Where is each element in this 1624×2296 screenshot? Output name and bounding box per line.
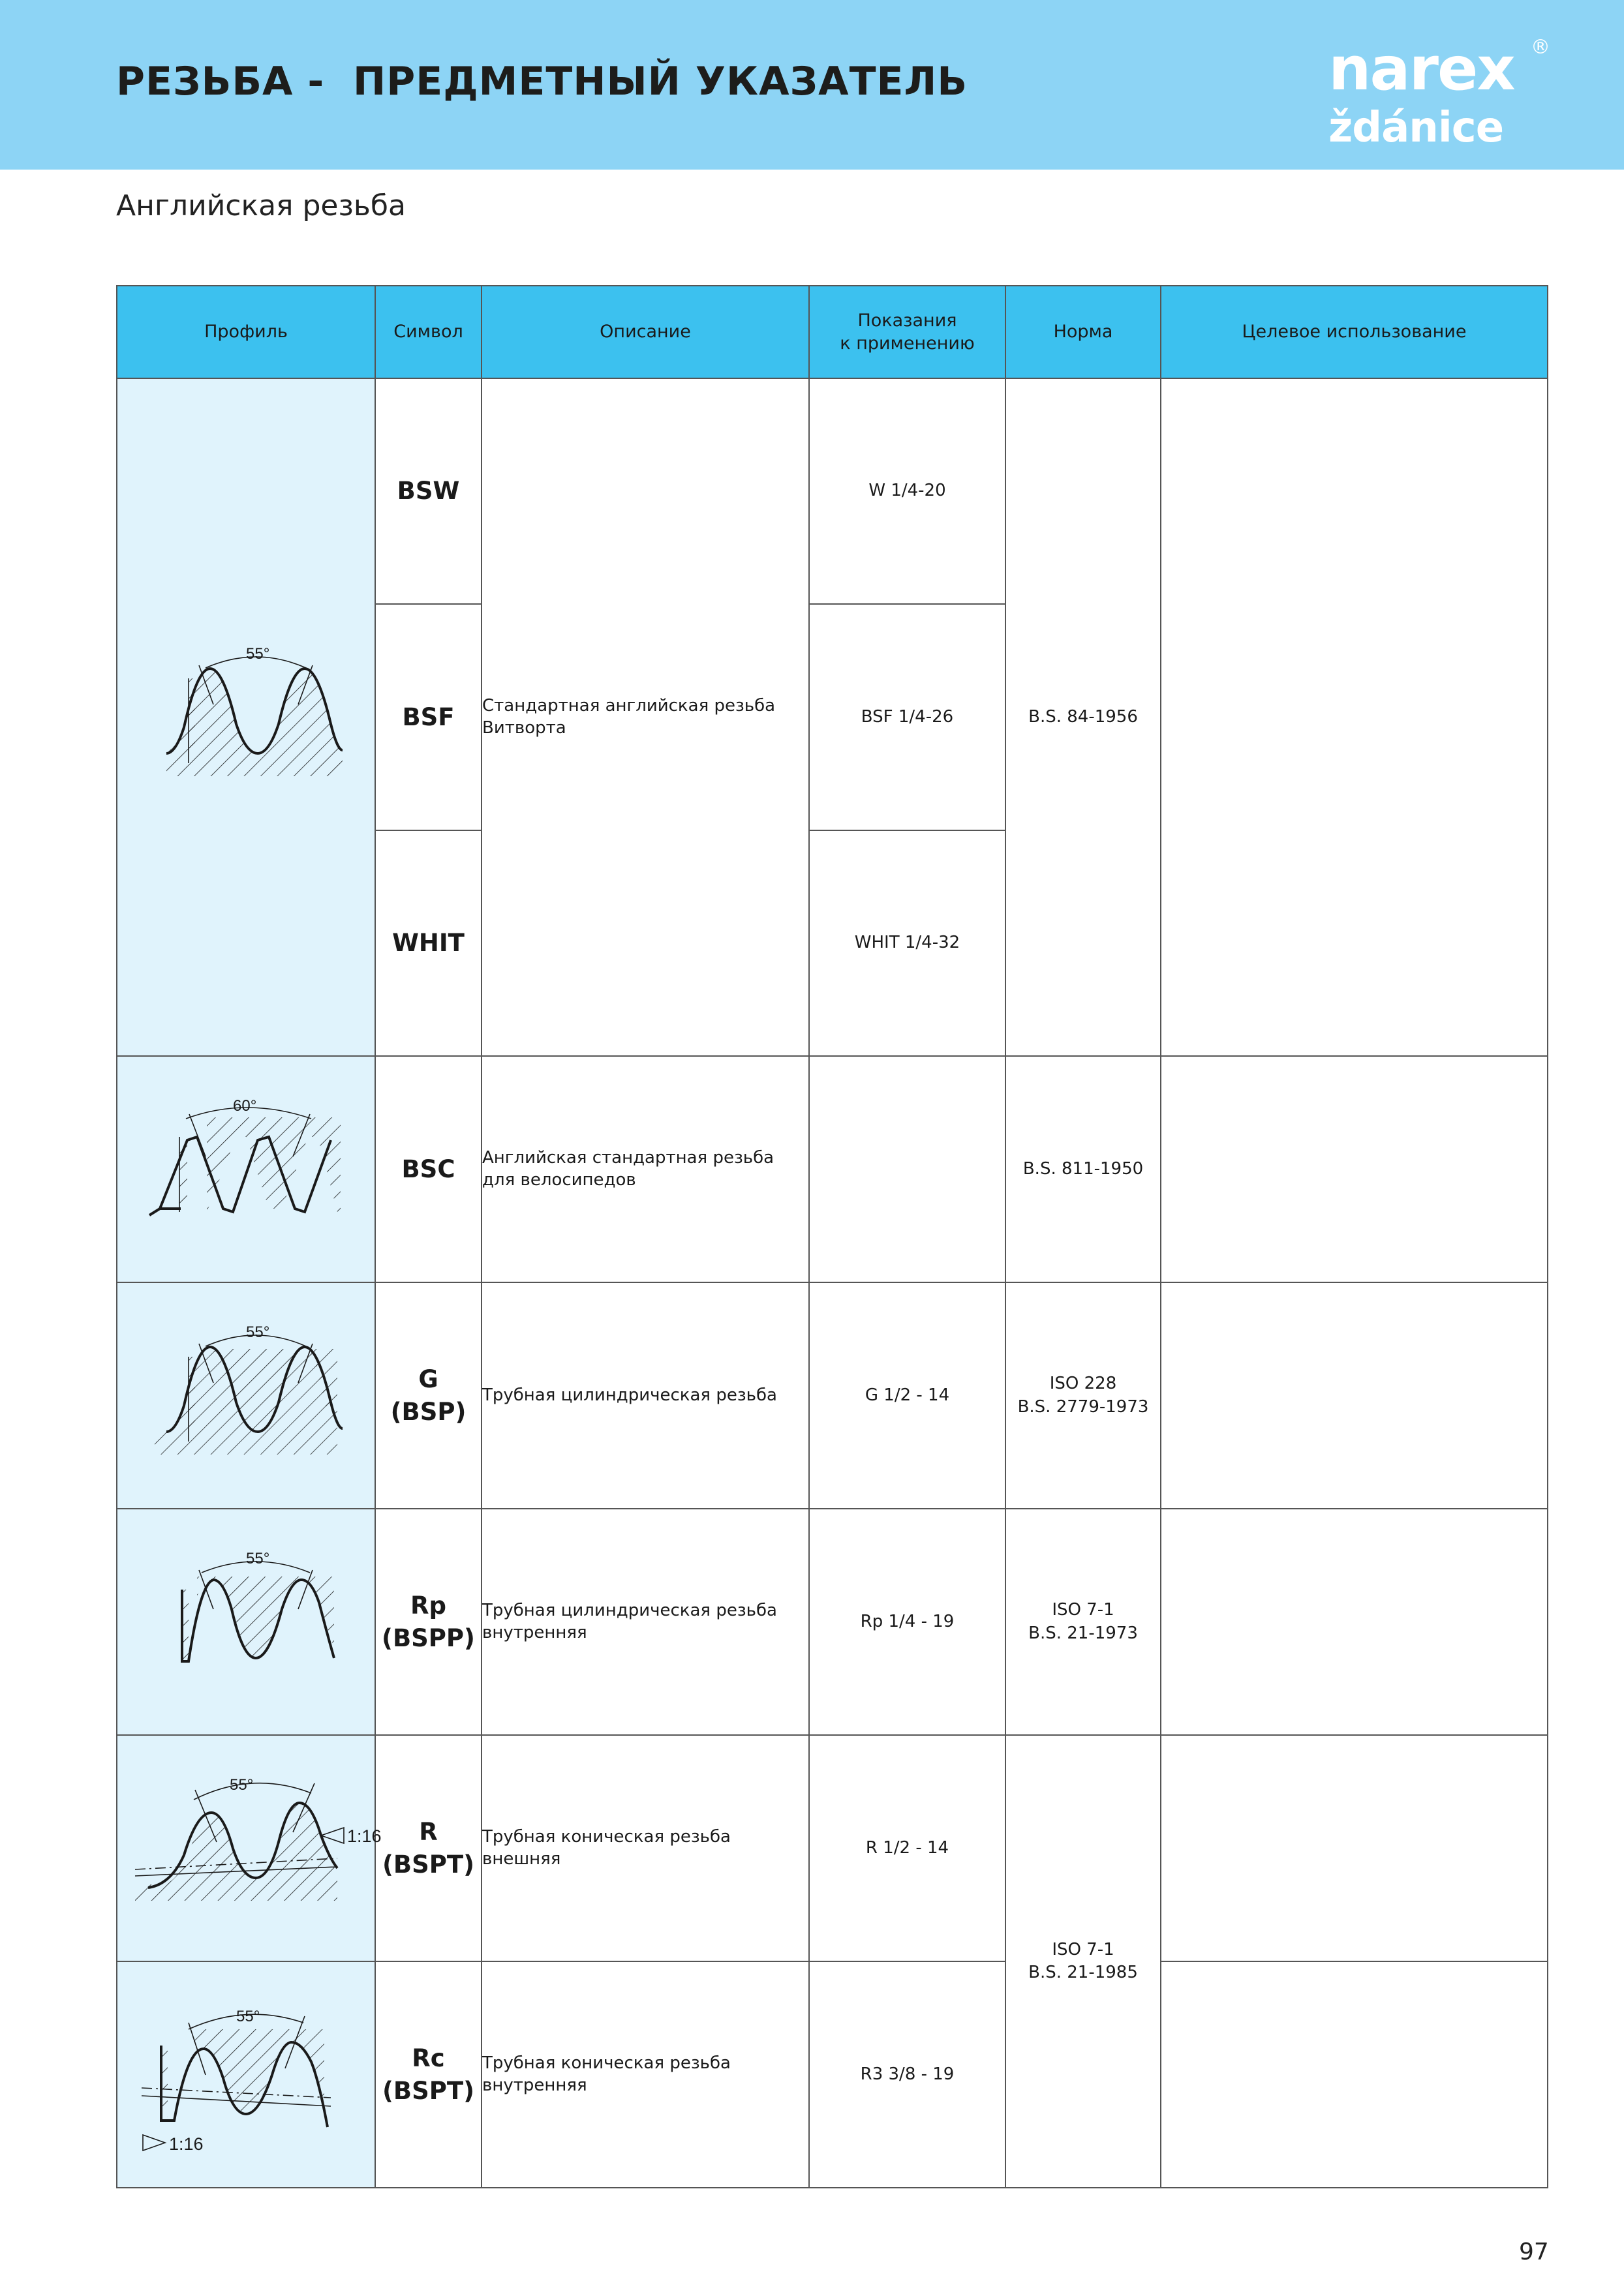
description-bspt-internal: Трубная коническая резьба внутренняя: [482, 2053, 731, 2095]
table-row: [117, 1509, 1548, 1735]
example-bsp: G 1/2 - 14: [865, 1385, 950, 1405]
col-header-profile: Профиль: [117, 286, 375, 378]
symbol-r-bspt: R (BSPT): [382, 1817, 475, 1879]
example-cell: [809, 1735, 1005, 1961]
symbol-cell: [375, 830, 482, 1056]
angle-label: 55°: [246, 1323, 270, 1341]
usage-cell: [1161, 1282, 1548, 1509]
norm-cell: [1005, 1282, 1161, 1509]
bsc-profile-diagram: [142, 1091, 350, 1248]
symbol-cell: [375, 1735, 482, 1961]
symbol-cell: [375, 604, 482, 830]
section-subtitle: Английская резьба: [116, 189, 406, 222]
logo-text-bottom: ždánice: [1328, 104, 1504, 152]
usage-cell: [1161, 1056, 1548, 1282]
description-bsp: Трубная цилиндрическая резьба: [482, 1385, 777, 1405]
table-row: [117, 1961, 1548, 2188]
symbol-g-bsp: G (BSP): [390, 1365, 467, 1426]
taper-triangle-icon: [143, 2135, 165, 2151]
bspt-external-profile-diagram: [122, 1764, 382, 1933]
description-whitworth: Стандартная английская резьба Витворта: [482, 696, 776, 738]
norm-bsc: B.S. 811-1950: [1022, 1158, 1144, 1179]
taper-label: 1:16: [347, 1826, 382, 1846]
norm-cell: [1005, 378, 1161, 1056]
page-number: 97: [1519, 2239, 1549, 2265]
example-cell: [809, 1509, 1005, 1735]
col-header-usage: Целевое использование: [1161, 286, 1548, 378]
profile-cell-bspt-external: [117, 1735, 382, 1961]
norm-cell: [1005, 1735, 1161, 2188]
symbol-rc-bspt: Rc (BSPT): [382, 2044, 475, 2105]
description-cell: [482, 1056, 809, 1282]
table-row: [117, 378, 1548, 604]
logo-text-top: narex: [1328, 34, 1514, 104]
angle-label: 55°: [230, 1775, 254, 1794]
example-cell: [809, 830, 1005, 1056]
example-bspp: Rp 1/4 - 19: [860, 1611, 955, 1631]
norm-cell: [1005, 1509, 1161, 1735]
symbol-rp-bspp: Rp (BSPP): [382, 1591, 475, 1652]
description-bsc: Английская стандартная резьба для велосипедов: [482, 1148, 774, 1190]
col-header-norm: Норма: [1005, 286, 1161, 378]
symbol-cell: [375, 1961, 482, 2188]
example-cell: [809, 378, 1005, 604]
bsp-profile-diagram: [148, 1318, 344, 1474]
example-cell: [809, 604, 1005, 830]
bspp-profile-diagram: [148, 1544, 344, 1700]
description-cell: [482, 1282, 809, 1509]
table-row: [117, 1735, 1548, 1961]
symbol-bsf: BSF: [402, 702, 455, 731]
example-cell: [809, 1056, 1005, 1282]
page-title: РЕЗЬБА - ПРЕДМЕТНЫЙ УКАЗАТЕЛЬ: [116, 59, 968, 104]
description-cell: [482, 1735, 809, 1961]
profile-cell-bsc: [117, 1056, 375, 1282]
table-row: [117, 1282, 1548, 1509]
description-bspp: Трубная цилиндрическая резьба внутренняя: [482, 1601, 777, 1642]
col-header-symbol: Символ: [375, 286, 482, 378]
angle-label: 60°: [233, 1096, 257, 1115]
description-bspt-external: Трубная коническая резьба внешняя: [482, 1827, 731, 1869]
angle-label: 55°: [236, 2007, 260, 2025]
example-bspt-internal: R3 3/8 - 19: [860, 2064, 955, 2084]
norm-bsp: ISO 228 B.S. 2779-1973: [1017, 1374, 1149, 1417]
example-bsw: W 1/4-20: [868, 481, 946, 501]
example-bspt-external: R 1/2 - 14: [865, 1837, 949, 1858]
taper-label: 1:16: [169, 2134, 204, 2154]
usage-cell: [1161, 1735, 1548, 1961]
table-header-row: [117, 286, 1548, 378]
symbol-cell: [375, 1509, 482, 1735]
example-whit: WHIT 1/4-32: [854, 933, 960, 953]
profile-cell-bspp: [117, 1509, 375, 1735]
usage-cell: [1161, 378, 1548, 1056]
registered-mark: ®: [1531, 36, 1550, 59]
narex-logo: [1325, 34, 1559, 152]
symbol-cell: [375, 378, 482, 604]
profile-cell-whitworth: [117, 378, 375, 1056]
norm-bspt: ISO 7-1 B.S. 21-1985: [1028, 1939, 1138, 1982]
description-cell: [482, 1961, 809, 2188]
symbol-cell: [375, 1282, 482, 1509]
example-bsf: BSF 1/4-26: [861, 706, 954, 727]
usage-cell: [1161, 1961, 1548, 2188]
table-row: [117, 1056, 1548, 1282]
usage-cell: [1161, 1509, 1548, 1735]
bspt-internal-profile-diagram: [129, 1990, 363, 2160]
whitworth-profile-diagram: [148, 639, 344, 796]
description-cell: [482, 1509, 809, 1735]
symbol-cell: [375, 1056, 482, 1282]
symbol-whit: WHIT: [392, 929, 465, 958]
col-header-description: Описание: [482, 286, 809, 378]
symbol-bsw: BSW: [397, 477, 460, 506]
norm-whitworth: B.S. 84-1956: [1028, 706, 1138, 727]
example-cell: [809, 1961, 1005, 2188]
example-cell: [809, 1282, 1005, 1509]
norm-cell: [1005, 1056, 1161, 1282]
profile-cell-bsp: [117, 1282, 375, 1509]
profile-cell-bspt-internal: [117, 1961, 375, 2188]
angle-label: 55°: [246, 1549, 270, 1567]
description-cell: [482, 378, 809, 1056]
symbol-bsc: BSC: [401, 1155, 455, 1183]
angle-label: 55°: [246, 644, 270, 663]
col-header-example: Показания к применению: [809, 286, 1005, 378]
norm-bspp: ISO 7-1 B.S. 21-1973: [1028, 1600, 1138, 1643]
thread-table: [116, 285, 1548, 2188]
